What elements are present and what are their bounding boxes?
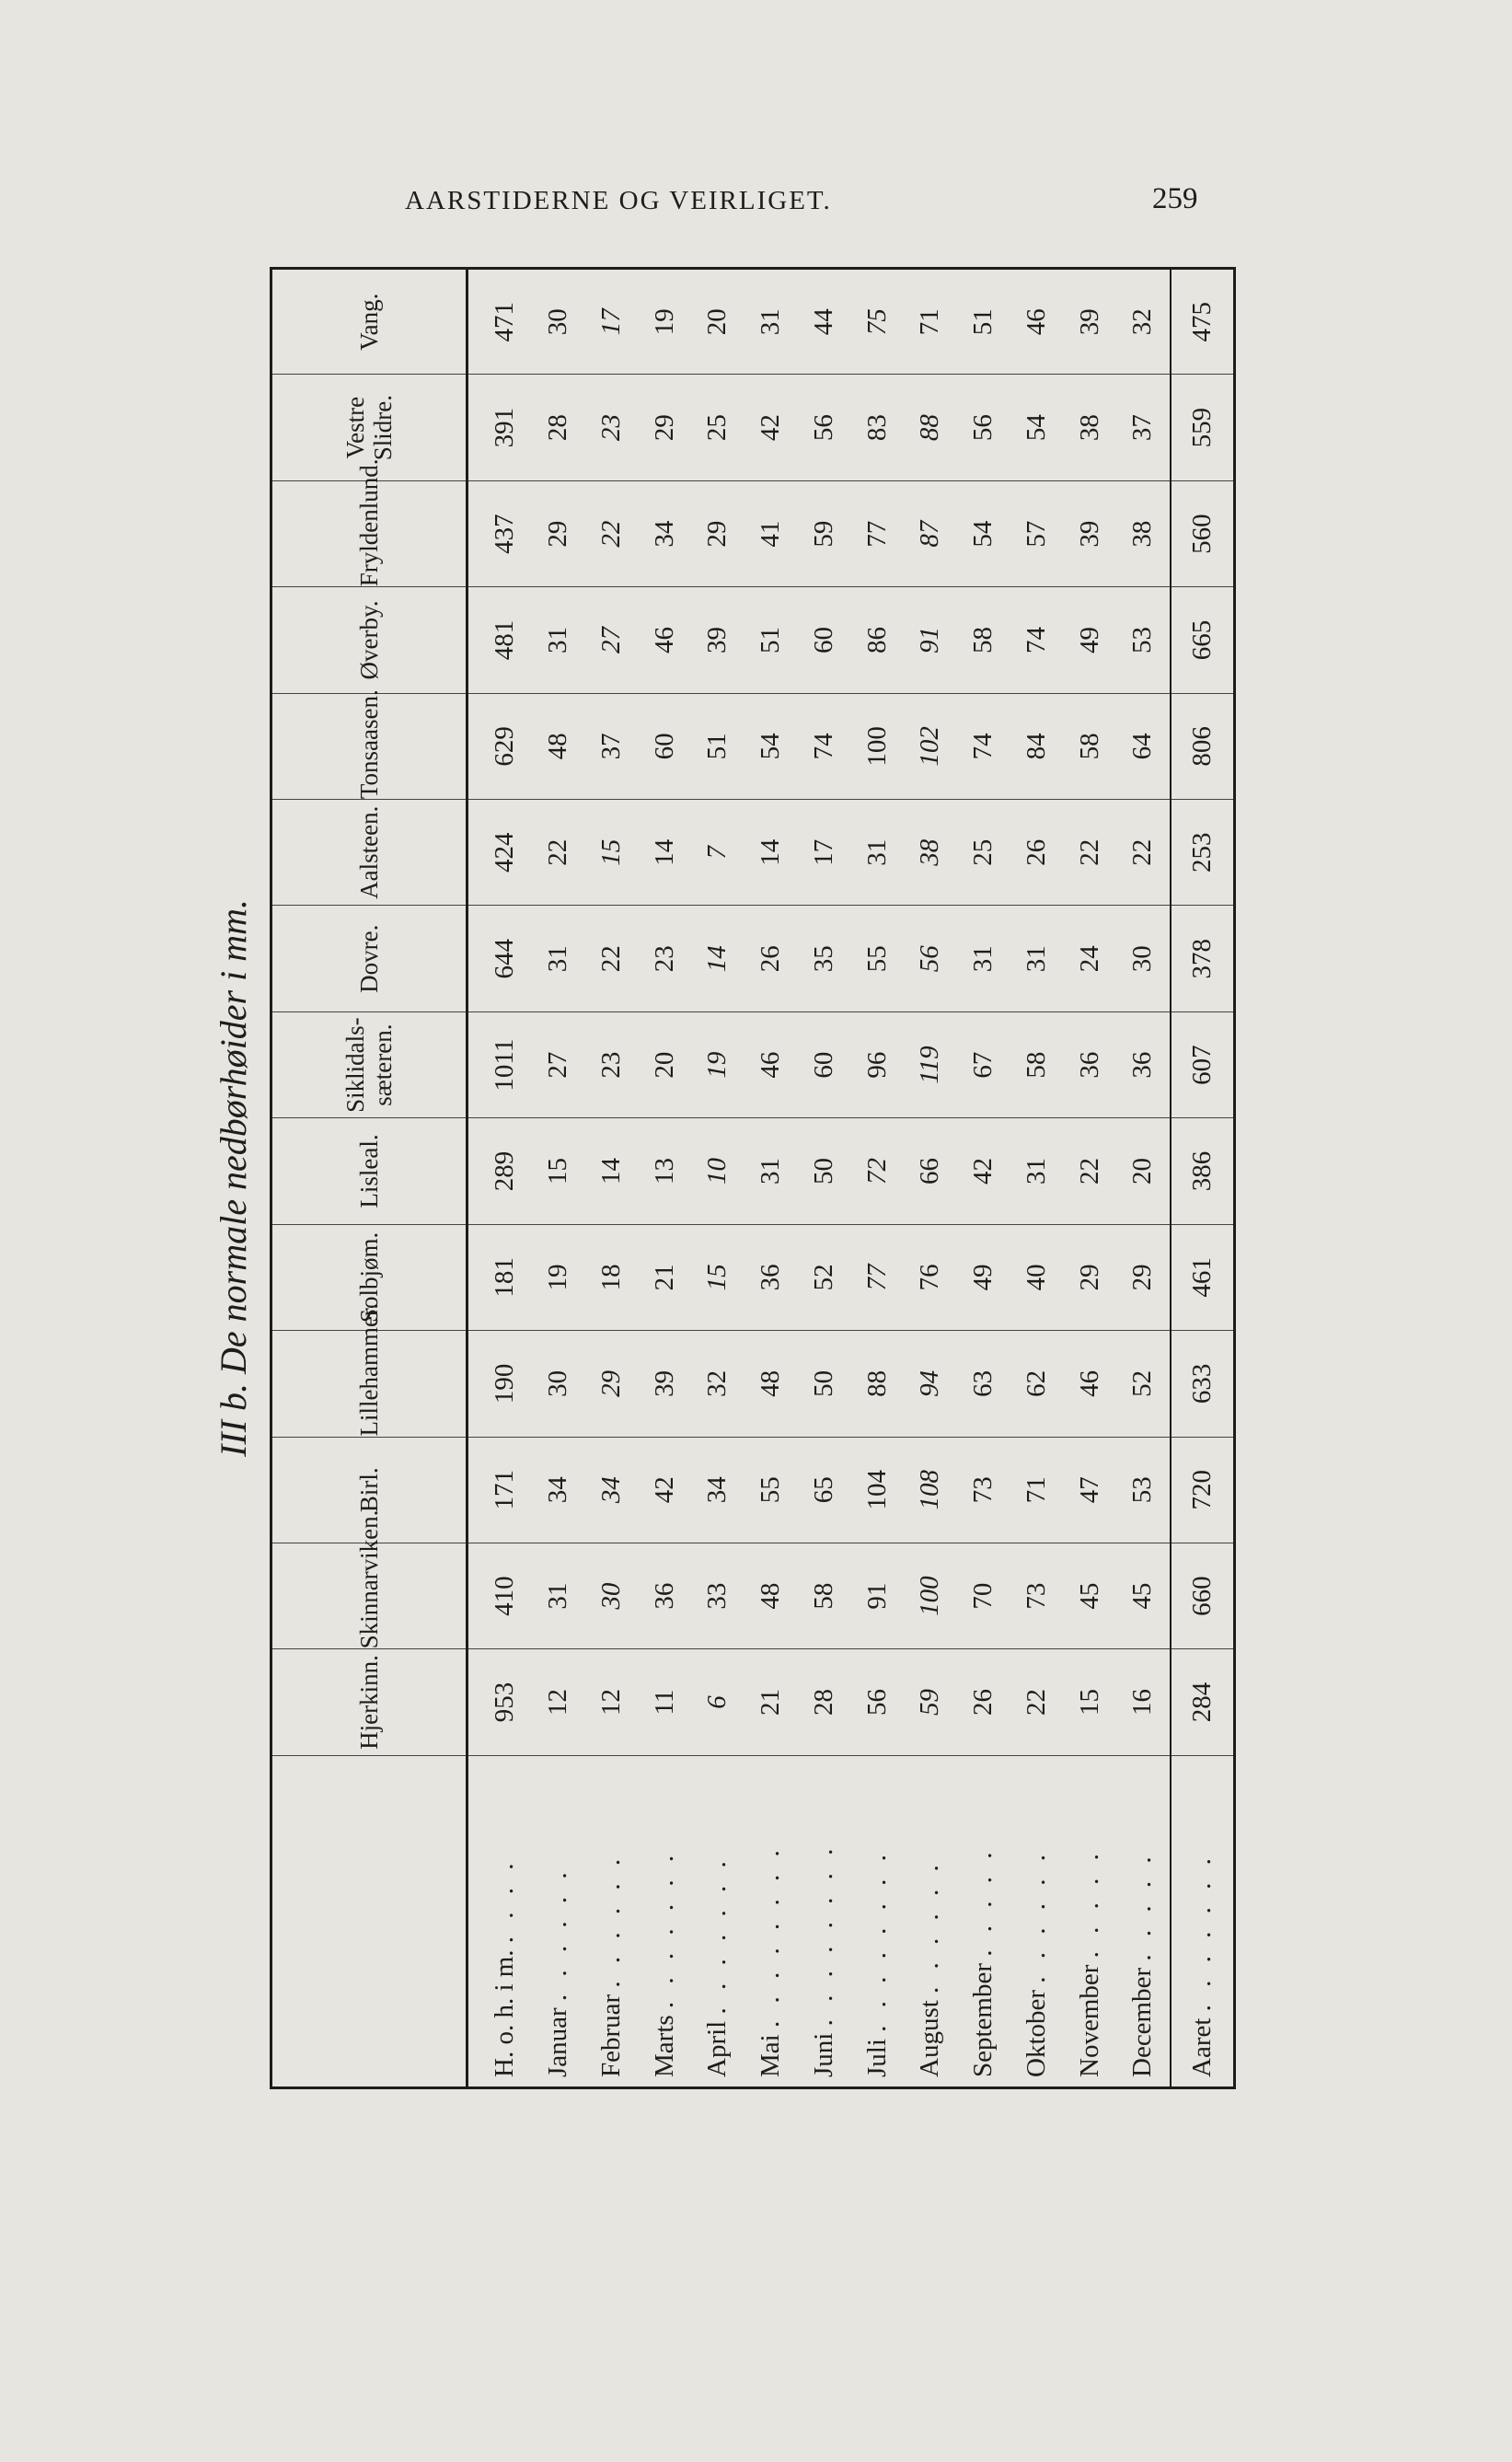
table-cell: 560 bbox=[1171, 480, 1235, 586]
table-cell: 36 bbox=[1063, 1011, 1116, 1117]
row-label bbox=[744, 1755, 798, 2087]
table-cell: 20 bbox=[1116, 1118, 1171, 1224]
table-row bbox=[638, 269, 691, 2088]
table-cell: 56 bbox=[850, 1649, 904, 1755]
table-cell: 40 bbox=[1010, 1224, 1063, 1330]
table-cell: 71 bbox=[1010, 1437, 1063, 1543]
table-cell: 19 bbox=[532, 1224, 585, 1330]
table-cell: 15 bbox=[532, 1118, 585, 1224]
row-label-text: November bbox=[1074, 1964, 1104, 2077]
table-cell: 29 bbox=[638, 375, 691, 480]
row-label-text: Marts bbox=[649, 2015, 679, 2077]
table-cell: 36 bbox=[1116, 1011, 1171, 1117]
station-header: Hjerkinn. bbox=[271, 1649, 467, 1755]
table-row bbox=[584, 269, 638, 2088]
table-cell: 58 bbox=[1063, 693, 1116, 799]
table-cell: 53 bbox=[1116, 587, 1171, 693]
table-cell: 284 bbox=[1171, 1649, 1235, 1755]
row-label-text: December bbox=[1127, 1967, 1158, 2077]
table-cell: 21 bbox=[638, 1224, 691, 1330]
row-label-text: August bbox=[915, 2000, 945, 2077]
table-cell: 289 bbox=[467, 1118, 532, 1224]
table-cell: 35 bbox=[797, 906, 850, 1011]
table-cell: 60 bbox=[797, 1011, 850, 1117]
table-row bbox=[532, 269, 585, 2088]
table-cell: 36 bbox=[744, 1224, 798, 1330]
leader-dots: . . . . . . . . bbox=[808, 1843, 838, 2027]
table-cell: 6 bbox=[691, 1649, 744, 1755]
table-cell: 424 bbox=[467, 800, 532, 906]
row-label bbox=[638, 1755, 691, 2087]
table-cell: 86 bbox=[850, 587, 904, 693]
leader-dots: . . . . . . . bbox=[702, 1855, 733, 2015]
table-cell: 58 bbox=[957, 587, 1010, 693]
total-row bbox=[1171, 269, 1235, 2088]
table-cell: 607 bbox=[1171, 1011, 1235, 1117]
table-cell: 28 bbox=[797, 1649, 850, 1755]
running-header: AARSTIDERNE OG VEIRLIGET. bbox=[405, 186, 832, 215]
table-cell: 55 bbox=[744, 1437, 798, 1543]
table-cell: 42 bbox=[957, 1118, 1010, 1224]
table-row bbox=[1063, 269, 1116, 2088]
table-row bbox=[1116, 269, 1171, 2088]
table-cell: 59 bbox=[904, 1649, 957, 1755]
table-cell: 31 bbox=[957, 906, 1010, 1011]
row-label bbox=[1063, 1755, 1116, 2087]
station-header: Dovre. bbox=[271, 906, 467, 1011]
table-cell: 42 bbox=[744, 375, 798, 480]
leader-dots: . . . . . bbox=[1127, 1851, 1158, 1961]
table-cell: 50 bbox=[797, 1331, 850, 1437]
table-cell: 46 bbox=[744, 1011, 798, 1117]
leader-dots: . . . . . . bbox=[915, 1859, 945, 1994]
precipitation-table bbox=[270, 267, 1236, 2089]
table-cell: 100 bbox=[904, 1543, 957, 1648]
table-cell: 24 bbox=[1063, 906, 1116, 1011]
table-cell: 25 bbox=[691, 375, 744, 480]
table-cell: 18 bbox=[584, 1224, 638, 1330]
table-cell: 23 bbox=[638, 906, 691, 1011]
table-cell: 38 bbox=[1116, 480, 1171, 586]
table-cell: 17 bbox=[584, 269, 638, 375]
row-label bbox=[584, 1755, 638, 2087]
table-cell: 46 bbox=[638, 587, 691, 693]
table-cell: 171 bbox=[467, 1437, 532, 1543]
table-cell: 31 bbox=[532, 587, 585, 693]
table-cell: 660 bbox=[1171, 1543, 1235, 1648]
row-label-text: Juli bbox=[861, 2039, 892, 2077]
table-cell: 30 bbox=[584, 1543, 638, 1648]
table-cell: 58 bbox=[797, 1543, 850, 1648]
table-cell: 55 bbox=[850, 906, 904, 1011]
table-cell: 31 bbox=[850, 800, 904, 906]
table-cell: 14 bbox=[691, 906, 744, 1011]
table-row bbox=[904, 269, 957, 2088]
station-header: Lisleal. bbox=[271, 1118, 467, 1224]
table-cell: 14 bbox=[638, 800, 691, 906]
station-header: Vang. bbox=[271, 269, 467, 375]
row-label bbox=[467, 1755, 532, 2087]
table-cell: 22 bbox=[1063, 1118, 1116, 1224]
table-cell: 16 bbox=[1116, 1649, 1171, 1755]
table-cell: 48 bbox=[744, 1543, 798, 1648]
table-header-row bbox=[271, 269, 467, 2088]
leader-dots: . . . . bbox=[489, 1857, 519, 1944]
table-cell: 11 bbox=[638, 1649, 691, 1755]
table-cell: 60 bbox=[797, 587, 850, 693]
leader-dots: . . . . . . . bbox=[649, 1849, 679, 2009]
table-caption: III b. De normale nedbørhøider i mm. bbox=[213, 899, 254, 1457]
row-label bbox=[850, 1755, 904, 2087]
table-cell: 88 bbox=[904, 375, 957, 480]
table-cell: 42 bbox=[638, 1437, 691, 1543]
table-cell: 51 bbox=[744, 587, 798, 693]
table-cell: 31 bbox=[1010, 1118, 1063, 1224]
leader-dots: . . . . . . bbox=[543, 1867, 573, 2002]
table-cell: 471 bbox=[467, 269, 532, 375]
table-cell: 74 bbox=[797, 693, 850, 799]
table-cell: 72 bbox=[850, 1118, 904, 1224]
table-cell: 15 bbox=[1063, 1649, 1116, 1755]
table-cell: 17 bbox=[797, 800, 850, 906]
table-cell: 96 bbox=[850, 1011, 904, 1117]
table-cell: 39 bbox=[1063, 269, 1116, 375]
table-cell: 481 bbox=[467, 587, 532, 693]
table-cell: 30 bbox=[1116, 906, 1171, 1011]
table-cell: 65 bbox=[797, 1437, 850, 1543]
table-cell: 54 bbox=[744, 693, 798, 799]
table-cell: 67 bbox=[957, 1011, 1010, 1117]
table-cell: 34 bbox=[691, 1437, 744, 1543]
table-cell: 31 bbox=[1010, 906, 1063, 1011]
table-cell: 20 bbox=[638, 1011, 691, 1117]
table-cell: 14 bbox=[744, 800, 798, 906]
station-header: Vestre Slidre. bbox=[271, 375, 467, 480]
station-header: Tonsaasen. bbox=[271, 693, 467, 799]
table-cell: 12 bbox=[584, 1649, 638, 1755]
table-cell: 38 bbox=[1063, 375, 1116, 480]
table-cell: 52 bbox=[1116, 1331, 1171, 1437]
table-cell: 75 bbox=[850, 269, 904, 375]
table-cell: 22 bbox=[1063, 800, 1116, 906]
table-cell: 91 bbox=[850, 1543, 904, 1648]
table-cell: 54 bbox=[1010, 375, 1063, 480]
table-cell: 253 bbox=[1171, 800, 1235, 906]
table-cell: 119 bbox=[904, 1011, 957, 1117]
table-cell: 36 bbox=[638, 1543, 691, 1648]
table-cell: 50 bbox=[797, 1118, 850, 1224]
table-cell: 77 bbox=[850, 1224, 904, 1330]
table-cell: 77 bbox=[850, 480, 904, 586]
table-cell: 49 bbox=[957, 1224, 1010, 1330]
table-cell: 70 bbox=[957, 1543, 1010, 1648]
table-cell: 108 bbox=[904, 1437, 957, 1543]
table-cell: 39 bbox=[691, 587, 744, 693]
table-cell: 46 bbox=[1010, 269, 1063, 375]
table-cell: 437 bbox=[467, 480, 532, 586]
table-cell: 29 bbox=[691, 480, 744, 586]
table-cell: 22 bbox=[1010, 1649, 1063, 1755]
row-label bbox=[1116, 1755, 1171, 2087]
table-cell: 31 bbox=[532, 1543, 585, 1648]
leader-dots: . . . . . . bbox=[1021, 1848, 1051, 1983]
leader-dots: . . . . . . . bbox=[1186, 1853, 1217, 2012]
table-cell: 59 bbox=[797, 480, 850, 586]
table-cell: 91 bbox=[904, 587, 957, 693]
table-cell: 1011 bbox=[467, 1011, 532, 1117]
station-header: Lillehammer. bbox=[271, 1331, 467, 1437]
table-cell: 26 bbox=[744, 906, 798, 1011]
table-cell: 51 bbox=[957, 269, 1010, 375]
table-cell: 559 bbox=[1171, 375, 1235, 480]
table-cell: 7 bbox=[691, 800, 744, 906]
table-cell: 39 bbox=[638, 1331, 691, 1437]
table-cell: 29 bbox=[1063, 1224, 1116, 1330]
table-cell: 25 bbox=[957, 800, 1010, 906]
table-cell: 44 bbox=[797, 269, 850, 375]
table-cell: 19 bbox=[691, 1011, 744, 1117]
table-cell: 14 bbox=[584, 1118, 638, 1224]
table-body bbox=[467, 269, 1235, 2088]
table-row bbox=[1010, 269, 1063, 2088]
table-cell: 34 bbox=[584, 1437, 638, 1543]
rotated-table-block bbox=[198, 267, 1217, 2089]
table-cell: 66 bbox=[904, 1118, 957, 1224]
station-header: Øverby. bbox=[271, 587, 467, 693]
table-cell: 53 bbox=[1116, 1437, 1171, 1543]
table-cell: 32 bbox=[691, 1331, 744, 1437]
table-cell: 806 bbox=[1171, 693, 1235, 799]
table-cell: 56 bbox=[797, 375, 850, 480]
table-row bbox=[691, 269, 744, 2088]
table-cell: 88 bbox=[850, 1331, 904, 1437]
table-cell: 386 bbox=[1171, 1118, 1235, 1224]
table-cell: 51 bbox=[691, 693, 744, 799]
table-cell: 15 bbox=[584, 800, 638, 906]
table-cell: 73 bbox=[957, 1437, 1010, 1543]
table-cell: 45 bbox=[1116, 1543, 1171, 1648]
table-cell: 12 bbox=[532, 1649, 585, 1755]
row-label bbox=[957, 1755, 1010, 2087]
table-cell: 60 bbox=[638, 693, 691, 799]
table-cell: 30 bbox=[532, 269, 585, 375]
table-cell: 410 bbox=[467, 1543, 532, 1648]
table-row bbox=[797, 269, 850, 2088]
table-cell: 57 bbox=[1010, 480, 1063, 586]
row-label-text: H. o. h. i m. bbox=[489, 1949, 519, 2077]
station-header: Birl. bbox=[271, 1437, 467, 1543]
table-cell: 665 bbox=[1171, 587, 1235, 693]
table-cell: 37 bbox=[584, 693, 638, 799]
table-row bbox=[850, 269, 904, 2088]
row-label bbox=[904, 1755, 957, 2087]
table-cell: 33 bbox=[691, 1543, 744, 1648]
table-cell: 461 bbox=[1171, 1224, 1235, 1330]
row-label-text: Oktober bbox=[1021, 1989, 1051, 2077]
table-cell: 31 bbox=[744, 1118, 798, 1224]
table-cell: 22 bbox=[584, 906, 638, 1011]
row-label bbox=[532, 1755, 585, 2087]
table-cell: 56 bbox=[904, 906, 957, 1011]
table-cell: 31 bbox=[744, 269, 798, 375]
table-cell: 94 bbox=[904, 1331, 957, 1437]
table-cell: 39 bbox=[1063, 480, 1116, 586]
table-cell: 633 bbox=[1171, 1331, 1235, 1437]
table-cell: 22 bbox=[584, 480, 638, 586]
table-cell: 181 bbox=[467, 1224, 532, 1330]
table-cell: 34 bbox=[532, 1437, 585, 1543]
table-cell: 62 bbox=[1010, 1331, 1063, 1437]
table-cell: 45 bbox=[1063, 1543, 1116, 1648]
row-label-text: Aaret bbox=[1186, 2017, 1217, 2077]
table-cell: 34 bbox=[638, 480, 691, 586]
table-cell: 391 bbox=[467, 375, 532, 480]
station-header: Fryldenlund. bbox=[271, 480, 467, 586]
table-cell: 46 bbox=[1063, 1331, 1116, 1437]
leader-dots: . . . . . bbox=[968, 1846, 998, 1957]
table-cell: 629 bbox=[467, 693, 532, 799]
table-cell: 22 bbox=[1116, 800, 1171, 906]
table-cell: 58 bbox=[1010, 1011, 1063, 1117]
table-cell: 48 bbox=[532, 693, 585, 799]
table-cell: 22 bbox=[532, 800, 585, 906]
row-label-text: April bbox=[702, 2020, 733, 2077]
table-cell: 953 bbox=[467, 1649, 532, 1755]
row-label-text: September bbox=[968, 1962, 998, 2077]
table-cell: 37 bbox=[1116, 375, 1171, 480]
table-cell: 100 bbox=[850, 693, 904, 799]
table-cell: 378 bbox=[1171, 906, 1235, 1011]
table-cell: 32 bbox=[1116, 269, 1171, 375]
table-cell: 644 bbox=[467, 906, 532, 1011]
table-cell: 19 bbox=[638, 269, 691, 375]
table-cell: 29 bbox=[584, 1331, 638, 1437]
table-cell: 29 bbox=[532, 480, 585, 586]
table-cell: 28 bbox=[532, 375, 585, 480]
table-cell: 102 bbox=[904, 693, 957, 799]
station-header: Aalsteen. bbox=[271, 800, 467, 906]
table-cell: 26 bbox=[957, 1649, 1010, 1755]
table-cell: 38 bbox=[904, 800, 957, 906]
table-cell: 87 bbox=[904, 480, 957, 586]
table-cell: 63 bbox=[957, 1331, 1010, 1437]
table-cell: 54 bbox=[957, 480, 1010, 586]
table-cell: 26 bbox=[1010, 800, 1063, 906]
table-cell: 20 bbox=[691, 269, 744, 375]
table-cell: 475 bbox=[1171, 269, 1235, 375]
leader-dots: . . . . . bbox=[1074, 1848, 1104, 1959]
table-cell: 13 bbox=[638, 1118, 691, 1224]
leader-dots: . . . . . . bbox=[595, 1853, 626, 1988]
row-label bbox=[691, 1755, 744, 2087]
row-label bbox=[797, 1755, 850, 2087]
table-cell: 27 bbox=[584, 587, 638, 693]
table-cell: 15 bbox=[691, 1224, 744, 1330]
table-cell: 23 bbox=[584, 375, 638, 480]
row-label-text: Januar bbox=[543, 2007, 573, 2077]
row-label-text: Februar bbox=[595, 1994, 626, 2077]
table-cell: 71 bbox=[904, 269, 957, 375]
row-label-text: Mai bbox=[756, 2034, 786, 2077]
table-cell: 27 bbox=[532, 1011, 585, 1117]
table-cell: 29 bbox=[1116, 1224, 1171, 1330]
leader-dots: . . . . . . . . bbox=[756, 1844, 786, 2029]
table-cell: 30 bbox=[532, 1331, 585, 1437]
station-header: Skinnarviken. bbox=[271, 1543, 467, 1648]
table-cell: 56 bbox=[957, 375, 1010, 480]
table-cell: 23 bbox=[584, 1011, 638, 1117]
leader-dots: . . . . . . . . bbox=[861, 1849, 892, 2032]
table-cell: 31 bbox=[532, 906, 585, 1011]
table-cell: 52 bbox=[797, 1224, 850, 1330]
table-row bbox=[957, 269, 1010, 2088]
table-cell: 49 bbox=[1063, 587, 1116, 693]
table-cell: 64 bbox=[1116, 693, 1171, 799]
table-cell: 74 bbox=[957, 693, 1010, 799]
table-cell: 74 bbox=[1010, 587, 1063, 693]
table-row bbox=[467, 269, 532, 2088]
table-cell: 190 bbox=[467, 1331, 532, 1437]
label-column-header bbox=[271, 1755, 467, 2087]
page-number: 259 bbox=[1152, 182, 1198, 215]
table-cell: 41 bbox=[744, 480, 798, 586]
table-cell: 21 bbox=[744, 1649, 798, 1755]
table-cell: 47 bbox=[1063, 1437, 1116, 1543]
table-cell: 104 bbox=[850, 1437, 904, 1543]
table-cell: 720 bbox=[1171, 1437, 1235, 1543]
table-cell: 10 bbox=[691, 1118, 744, 1224]
table-cell: 76 bbox=[904, 1224, 957, 1330]
row-label-text: Juni bbox=[808, 2032, 838, 2077]
row-label bbox=[1171, 1755, 1235, 2087]
station-header: Solbjøm. bbox=[271, 1224, 467, 1330]
row-label bbox=[1010, 1755, 1063, 2087]
station-header: Siklidals-sæteren. bbox=[271, 1011, 467, 1117]
table-cell: 73 bbox=[1010, 1543, 1063, 1648]
table-cell: 83 bbox=[850, 375, 904, 480]
table-cell: 48 bbox=[744, 1331, 798, 1437]
table-cell: 84 bbox=[1010, 693, 1063, 799]
table-row bbox=[744, 269, 798, 2088]
